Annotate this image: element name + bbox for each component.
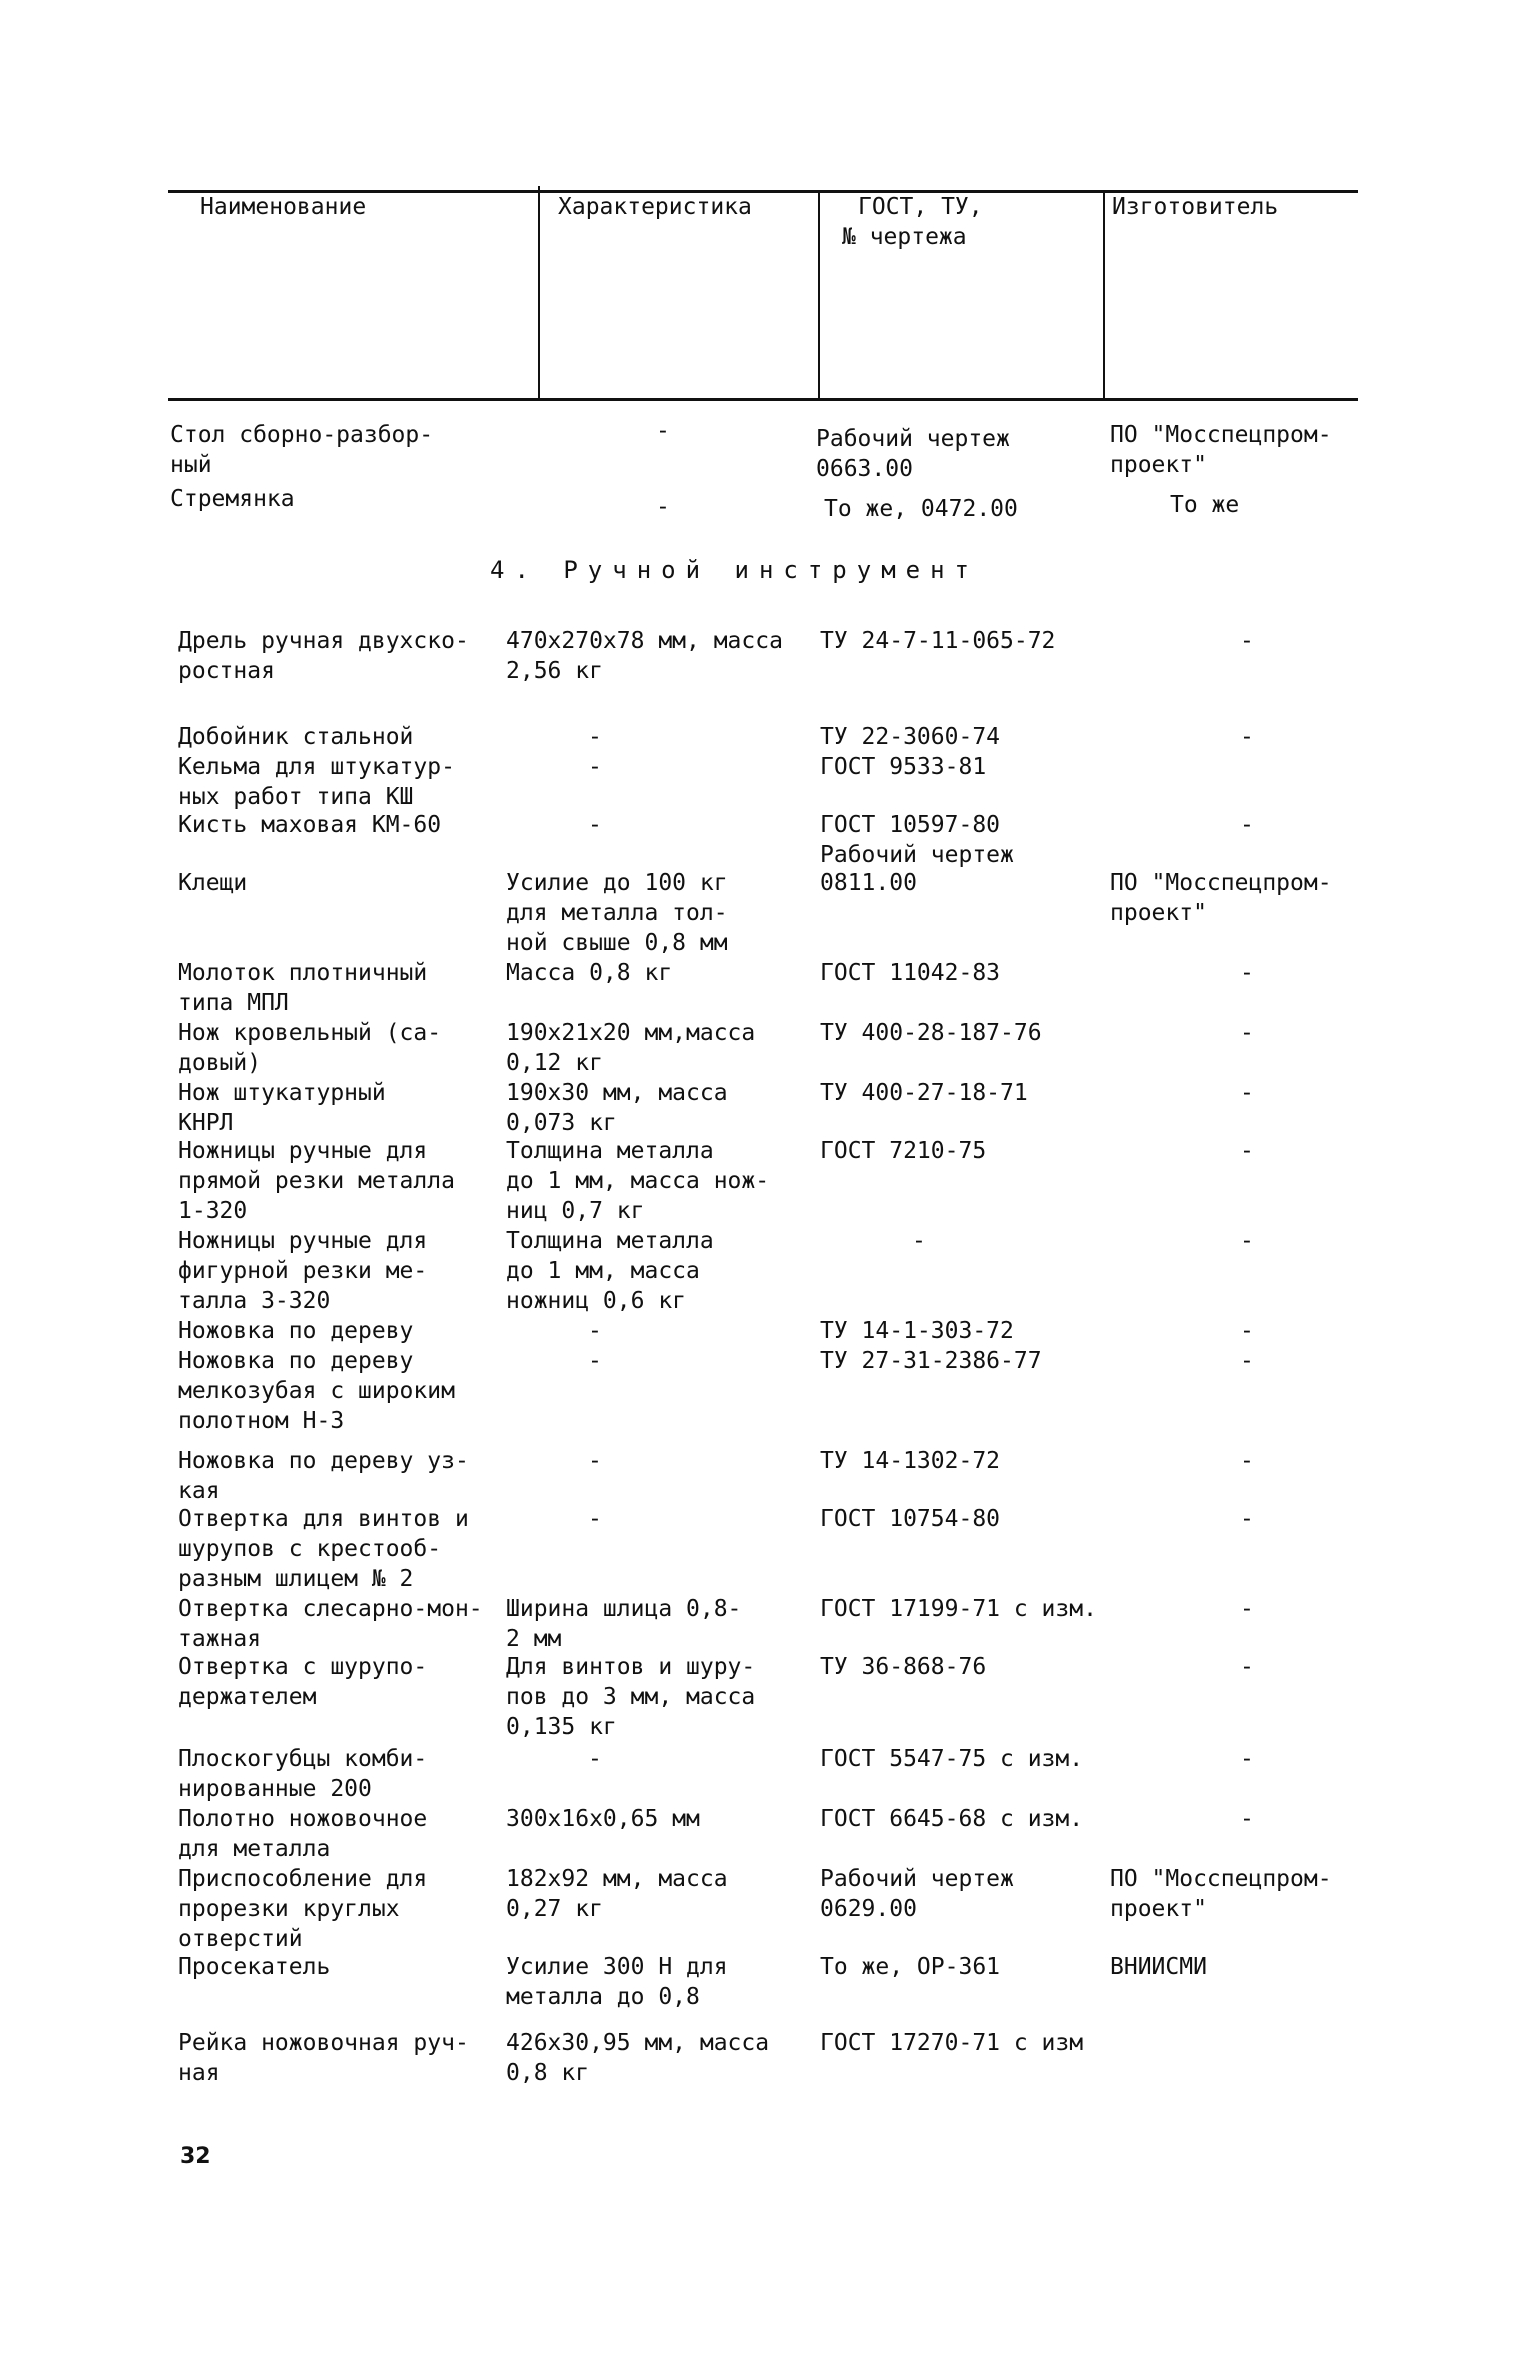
item-characteristic: 182x92 мм, масса 0,27 кг: [506, 1866, 728, 1922]
item-name: Ножницы ручные для прямой резки металла 1-320: [178, 1138, 455, 1224]
item-manufacturer: -: [1240, 1506, 1254, 1532]
item-characteristic: Толщина металла до 1 мм, масса ножниц 0,6 кг: [506, 1228, 714, 1314]
item-gost: Рабочий чертеж 0663.00: [816, 426, 1010, 482]
item-gost: ГОСТ 11042-83: [820, 960, 1001, 986]
item-manufacturer: -: [1240, 1448, 1254, 1474]
item-manufacturer: ПО "Мосспецпром- проект": [1110, 422, 1332, 478]
item-manufacturer: -: [1240, 1080, 1254, 1106]
item-gost: ТУ 24-7-11-065-72: [820, 628, 1056, 654]
item-manufacturer: -: [1240, 1318, 1254, 1344]
header-drawing-number: № чертежа: [842, 224, 967, 250]
item-name: Ножовка по дереву: [178, 1318, 414, 1344]
header-name: Наименование: [200, 194, 367, 220]
item-gost: ТУ 14-1-303-72: [820, 1318, 1014, 1344]
item-name: Приспособление для прорезки круглых отверстий: [178, 1866, 428, 1952]
item-gost: ГОСТ 10597-80 Рабочий чертеж: [820, 812, 1014, 868]
item-manufacturer: -: [1240, 628, 1254, 654]
item-characteristic: Масса 0,8 кг: [506, 960, 673, 986]
item-name: Отвертка для винтов и шурупов с крестооб- разным шлицем № 2: [178, 1506, 469, 1592]
header-divider-3: [1103, 190, 1105, 400]
item-name: Стремянка: [170, 486, 295, 512]
item-manufacturer: -: [1240, 1020, 1254, 1046]
section-title: 4. Ручной инструмент: [490, 556, 979, 584]
item-characteristic: -: [588, 1318, 602, 1344]
item-characteristic: -: [656, 418, 670, 444]
item-name: Нож кровельный (са- довый): [178, 1020, 442, 1076]
item-gost: ТУ 27-31-2386-77: [820, 1348, 1042, 1374]
item-manufacturer: -: [1240, 960, 1254, 986]
item-name: Дрель ручная двухско- ростная: [178, 628, 469, 684]
header-manufacturer: Изготовитель: [1112, 194, 1279, 220]
item-gost: ГОСТ 5547-75 с изм.: [820, 1746, 1084, 1772]
item-characteristic: 470x270x78 мм, масса 2,56 кг: [506, 628, 783, 684]
page-number: 32: [180, 2144, 211, 2169]
item-name: Нож штукатурный КНРЛ: [178, 1080, 386, 1136]
item-name: Молоток плотничный типа МПЛ: [178, 960, 428, 1016]
item-characteristic: -: [656, 494, 670, 520]
item-manufacturer: -: [1240, 724, 1254, 750]
item-characteristic: -: [588, 754, 602, 780]
item-characteristic: -: [588, 812, 602, 838]
item-manufacturer: ПО "Мосспецпром- проект": [1110, 1866, 1332, 1922]
item-manufacturer: -: [1240, 1228, 1254, 1254]
item-name: Просекатель: [178, 1954, 331, 1980]
header-gost: ГОСТ, ТУ,: [858, 194, 983, 220]
item-gost: -: [912, 1228, 926, 1254]
item-characteristic: 300x16x0,65 мм: [506, 1806, 700, 1832]
item-name: Полотно ножовочное для металла: [178, 1806, 428, 1862]
item-characteristic: Ширина шлица 0,8- 2 мм: [506, 1596, 742, 1652]
header-characteristic: Характеристика: [558, 194, 752, 220]
item-gost: ТУ 400-27-18-71: [820, 1080, 1028, 1106]
item-name: Отвертка с шурупо- держателем: [178, 1654, 428, 1710]
item-gost: 0811.00: [820, 870, 917, 896]
item-name: Стол сборно-разбор- ный: [170, 422, 434, 478]
item-characteristic: Для винтов и шуру- пов до 3 мм, масса 0,135 кг: [506, 1654, 756, 1740]
item-gost: ГОСТ 17199-71 с изм.: [820, 1596, 1097, 1622]
item-gost: То же, 0472.00: [824, 496, 1018, 522]
item-gost: ГОСТ 10754-80: [820, 1506, 1001, 1532]
header-divider-2: [818, 190, 820, 400]
item-characteristic: Усилие до 100 кг для металла тол- ной свыше 0,8 мм: [506, 870, 728, 956]
item-gost: ТУ 36-868-76: [820, 1654, 987, 1680]
item-name: Плоскогубцы комби- нированные 200: [178, 1746, 428, 1802]
item-manufacturer: -: [1240, 1746, 1254, 1772]
item-name: Ножовка по дереву уз- кая: [178, 1448, 469, 1504]
item-manufacturer: -: [1240, 812, 1254, 838]
item-gost: ТУ 22-3060-74: [820, 724, 1001, 750]
item-characteristic: -: [588, 724, 602, 750]
item-manufacturer: -: [1240, 1654, 1254, 1680]
item-manufacturer: -: [1240, 1138, 1254, 1164]
item-gost: ГОСТ 17270-71 с изм: [820, 2030, 1084, 2056]
item-name: Ножовка по дереву мелкозубая с широким полотном Н-3: [178, 1348, 455, 1434]
item-name: Кельма для штукатур- ных работ типа КШ: [178, 754, 455, 810]
item-characteristic: Толщина металла до 1 мм, масса нож- ниц 0,7 кг: [506, 1138, 770, 1224]
item-characteristic: Усилие 300 Н для металла до 0,8: [506, 1954, 728, 2010]
item-characteristic: -: [588, 1506, 602, 1532]
item-name: Клещи: [178, 870, 248, 896]
item-manufacturer: То же: [1170, 492, 1240, 518]
item-gost: Рабочий чертеж 0629.00: [820, 1866, 1014, 1922]
item-gost: То же, ОР-361: [820, 1954, 1001, 1980]
item-name: Кисть маховая КМ-60: [178, 812, 442, 838]
item-gost: ГОСТ 9533-81: [820, 754, 987, 780]
item-gost: ГОСТ 7210-75: [820, 1138, 987, 1164]
item-characteristic: 190x21x20 мм,масса 0,12 кг: [506, 1020, 756, 1076]
item-gost: ТУ 400-28-187-76: [820, 1020, 1042, 1046]
item-characteristic: 426x30,95 мм, масса 0,8 кг: [506, 2030, 770, 2086]
item-manufacturer: -: [1240, 1596, 1254, 1622]
item-name: Рейка ножовочная руч- ная: [178, 2030, 469, 2086]
table-header-bottom-rule: [168, 398, 1358, 401]
item-manufacturer: ПО "Мосспецпром- проект": [1110, 870, 1332, 926]
item-name: Ножницы ручные для фигурной резки ме- талла 3-320: [178, 1228, 428, 1314]
item-manufacturer: ВНИИСМИ: [1110, 1954, 1207, 1980]
item-name: Отвертка слесарно-мон- тажная: [178, 1596, 483, 1652]
item-characteristic: -: [588, 1348, 602, 1374]
item-name: Добойник стальной: [178, 724, 414, 750]
item-characteristic: 190x30 мм, масса 0,073 кг: [506, 1080, 728, 1136]
header-divider-1: [538, 186, 540, 400]
item-characteristic: -: [588, 1448, 602, 1474]
item-characteristic: -: [588, 1746, 602, 1772]
item-manufacturer: -: [1240, 1348, 1254, 1374]
item-gost: ГОСТ 6645-68 с изм.: [820, 1806, 1084, 1832]
item-gost: ТУ 14-1302-72: [820, 1448, 1001, 1474]
item-manufacturer: -: [1240, 1806, 1254, 1832]
